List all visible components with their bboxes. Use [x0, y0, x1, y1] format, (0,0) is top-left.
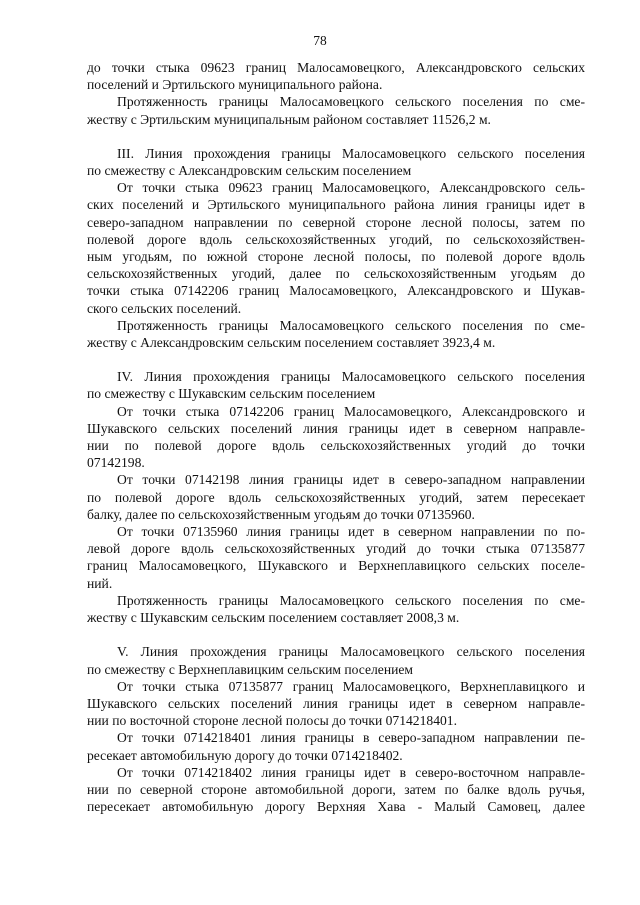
text-line: до точки стыка 09623 границ Малосамовецкого, Александровского сельских: [87, 60, 585, 75]
text-line: Протяженность границы Малосамовецкого сельского поселения по сме-: [117, 317, 585, 333]
text-line: От точки 07142198 линия границы идет в северо-западном направлении: [117, 472, 585, 488]
text-line: полевой дороге вдоль сельскохозяйственных угодий, по сельскохозяйствен-: [87, 231, 585, 247]
section-spacer: [87, 626, 585, 643]
text-line: сельскохозяйственных угодий, далее по сельскохозяйственным угодьям до: [87, 266, 585, 282]
text-line: по полевой дороге вдоль сельскохозяйственных угодий, затем пересекает: [87, 489, 585, 505]
text-line: пересекает автомобильную дорогу Верхняя Хава - Малый Самовец, далее: [87, 799, 585, 815]
text-line: III. Линия прохождения границы Малосамовецкого сельского поселения: [117, 145, 585, 161]
text-line: балку, далее по сельскохозяйственным угодьям до точки 07135960.: [87, 506, 475, 522]
text-line: Протяженность границы Малосамовецкого сельского поселения по сме-: [117, 592, 585, 608]
text-line: ний.: [87, 575, 113, 591]
text-line: поселений и Эртильского муниципального района.: [87, 77, 383, 93]
text-line: по смежеству с Верхнеплавицким сельским поселением: [87, 661, 413, 677]
section-spacer: [87, 128, 585, 145]
page-number: 78: [313, 33, 327, 48]
text-line: Шукавского сельских поселений линия границы идет в северном направле-: [87, 695, 585, 711]
text-line: северо-западном направлении по северной стороне лесной полосы, затем по: [87, 214, 585, 230]
text-line: От точки 0714218402 линия границы идет в северо-восточном направле-: [117, 764, 585, 780]
text-line: границ Малосамовецкого, Шукавского и Верхнеплавицкого сельских поселе-: [87, 558, 585, 574]
text-line: ным угодьям, по южной стороне лесной полосы, по полевой дороге вдоль: [87, 249, 585, 265]
text-line: 07142198.: [87, 455, 145, 471]
text-line: жеству с Шукавским сельским поселением составляет 2008,3 м.: [87, 610, 460, 626]
text-line: нии по восточной стороне лесной полосы до точки 0714218401.: [87, 713, 457, 729]
text-line: От точки 0714218401 линия границы в северо-западном направлении пе-: [117, 730, 585, 746]
document-body: [87, 59, 585, 815]
text-line: точки стыка 07142206 границ Малосамовецкого, Александровского и Шукав-: [87, 283, 585, 299]
text-line: IV. Линия прохождения границы Малосамовецкого сельского поселения: [117, 369, 585, 385]
text-line: ского сельских поселений.: [87, 300, 242, 316]
text-line: Протяженность границы Малосамовецкого сельского поселения по сме-: [117, 94, 585, 110]
text-line: ских поселений и Эртильского муниципального района линия границы идет в: [87, 197, 585, 213]
text-line: От точки 07135960 линия границы идет в северном направлении по по-: [117, 524, 585, 540]
text-line: левой дороге вдоль сельскохозяйственных угодий до точки стыка 07135877: [87, 541, 585, 557]
text-line: От точки стыка 07135877 границ Малосамовецкого, Верхнеплавицкого и: [117, 678, 585, 694]
text-line: жеству с Александровским сельским поселением составляет 3923,4 м.: [87, 335, 496, 351]
text-line: ресекает автомобильную дорогу до точки 0714218402.: [87, 747, 403, 763]
text-line: От точки стыка 09623 границ Малосамовецкого, Александровского сель-: [117, 180, 585, 196]
text-line: От точки стыка 07142206 границ Малосамовецкого, Александровского и: [117, 403, 585, 419]
text-line: жеству с Эртильским муниципальным районом составляет 11526,2 м.: [87, 111, 491, 127]
text-line: V. Линия прохождения границы Малосамовецкого сельского поселения: [117, 644, 585, 660]
text-line: нии по полевой дороге вдоль сельскохозяйственных угодий до точки: [87, 438, 585, 454]
text-line: Шукавского сельских поселений линия границы идет в северном направле-: [87, 420, 585, 436]
text-line: нии по северной стороне автомобильной дороги, затем по балке вдоль ручья,: [87, 781, 585, 797]
text-line: по смежеству с Шукавским сельским поселением: [87, 386, 376, 402]
section-spacer: [87, 351, 585, 368]
text-line: по смежеству с Александровским сельским поселением: [87, 163, 412, 179]
